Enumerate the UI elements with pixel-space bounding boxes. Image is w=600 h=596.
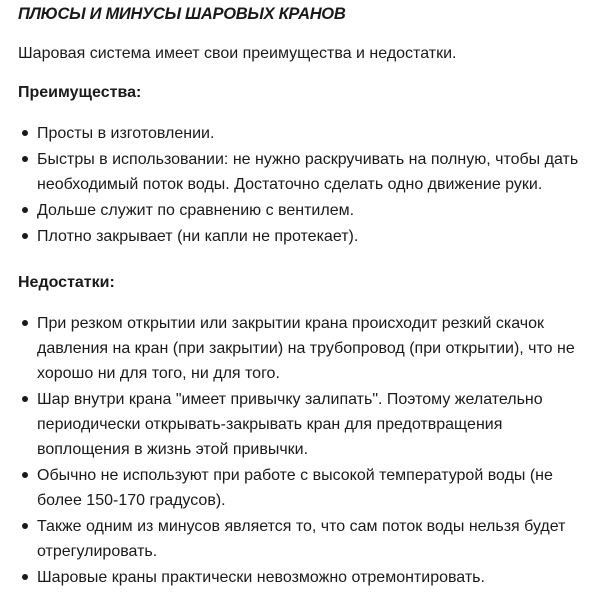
cons-list [18, 311, 582, 590]
bullet-icon [22, 523, 28, 529]
list-item [18, 514, 582, 564]
list-item [18, 147, 582, 197]
pros-heading: Преимущества: [18, 84, 142, 101]
list-item-text: Обычно не используют при работе с высокой температурой воды (не более 150-170 градусов). [37, 467, 553, 509]
bullet-icon [22, 233, 28, 239]
list-item [18, 387, 582, 462]
intro-paragraph: Шаровая система имеет свои преимущества и недостатки. [18, 45, 457, 62]
bullet-icon [22, 130, 28, 136]
bullet-icon [22, 156, 28, 162]
list-item-text: При резком открытии или закрытии крана происходит резкий скачок давления на кран (при закрытии) на трубопровод (при открытии), что не хорошо ни для того, ни для того. [37, 315, 575, 382]
cons-heading: Недостатки: [18, 274, 115, 291]
list-item [18, 565, 582, 590]
list-item [18, 198, 582, 223]
article-title: ПЛЮСЫ И МИНУСЫ ШАРОВЫХ КРАНОВ [18, 5, 346, 23]
list-item-text: Также одним из минусов является то, что сам поток воды нельзя будет отрегулировать. [37, 518, 566, 560]
list-item-text: Плотно закрывает (ни капли не протекает). [37, 228, 359, 245]
list-item [18, 224, 582, 249]
bullet-icon [22, 207, 28, 213]
bullet-icon [22, 320, 28, 326]
list-item [18, 463, 582, 513]
bullet-icon [22, 574, 28, 580]
pros-list [18, 121, 582, 249]
list-item-text: Дольше служит по сравнению с вентилем. [37, 202, 355, 219]
list-item [18, 311, 582, 386]
list-item-text: Шар внутри крана "имеет привычку залипать". Поэтому желательно периодически открывать-закрывать кран для предотвращения воплощения в жизнь этой привычки. [37, 391, 543, 458]
bullet-icon [22, 472, 28, 478]
list-item-text: Шаровые краны практически невозможно отремонтировать. [37, 569, 485, 586]
list-item-text: Просты в изготовлении. [37, 125, 215, 142]
bullet-icon [22, 396, 28, 402]
list-item-text: Быстры в использовании: не нужно раскручивать на полную, чтобы дать необходимый поток воды. Достаточно сделать одно движение руки. [37, 151, 579, 193]
list-item [18, 121, 582, 146]
